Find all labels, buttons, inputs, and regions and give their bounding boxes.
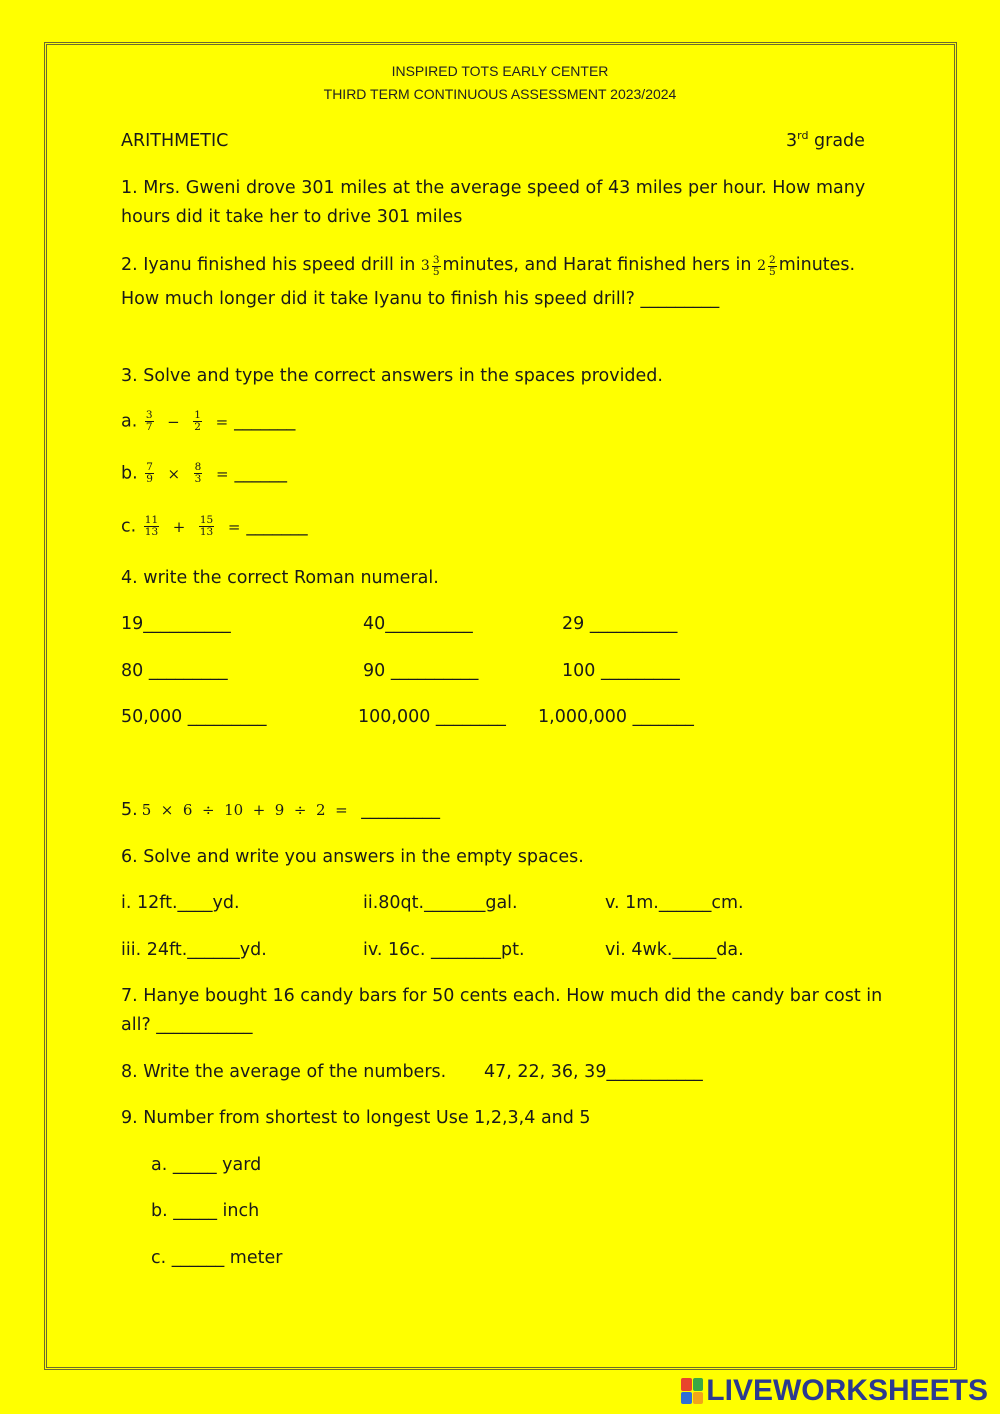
question-5: 5. 5 × 6 ÷ 10 + 9 ÷ 2 = _________	[121, 800, 440, 820]
roman-item[interactable]: 40__________	[363, 614, 473, 634]
conversion-item[interactable]: vi. 4wk._____da.	[605, 940, 744, 960]
conversion-item[interactable]: iv. 16c. ________pt.	[363, 940, 525, 960]
grade-label: 3rd grade	[786, 129, 865, 151]
answer-blank[interactable]: ______	[234, 463, 288, 484]
question-2-line-1: 2. Iyanu finished his speed drill in 3 $\frac{3}{5}$ minutes, and Harat finished hers in 2 $\frac{2}{5}$ minutes.	[121, 253, 856, 278]
roman-item[interactable]: 1,000,000 _______	[538, 707, 694, 727]
conversion-item[interactable]: iii. 24ft.______yd.	[121, 940, 267, 960]
question-3-title: 3. Solve and type the correct answers in the spaces provided.	[121, 366, 663, 386]
conversion-item[interactable]: v. 1m.______cm.	[605, 893, 744, 913]
question-1-line-2: hours did it take her to drive 301 miles	[121, 207, 463, 227]
answer-blank[interactable]: _________	[361, 800, 440, 820]
question-9-title: 9. Number from shortest to longest Use 1,2,3,4 and 5	[121, 1108, 591, 1128]
liveworksheets-watermark[interactable]	[681, 1374, 988, 1408]
question-7-line-1: 7. Hanye bought 16 candy bars for 50 cents each. How much did the candy bar cost in	[121, 986, 883, 1006]
question-3a: a. $\frac{3}{7}$ − $\frac{1}{2}$ = _______	[121, 409, 296, 433]
answer-blank[interactable]: _______	[246, 516, 308, 537]
roman-item[interactable]: 100 _________	[562, 661, 680, 681]
roman-item[interactable]: 100,000 ________	[358, 707, 506, 727]
school-name: INSPIRED TOTS EARLY CENTER	[391, 63, 609, 79]
assessment-title: THIRD TERM CONTINUOUS ASSESSMENT 2023/2024	[323, 86, 677, 102]
question-2-line-2: How much longer did it take Iyanu to finish his speed drill? _________	[121, 289, 720, 309]
length-item[interactable]: c. ______ meter	[151, 1248, 283, 1268]
question-8-text: 8. Write the average of the numbers.	[121, 1062, 447, 1082]
mixed-number-2: 2 $\frac{2}{5}$	[757, 253, 776, 278]
question-7-line-2[interactable]: all? ___________	[121, 1015, 253, 1035]
conversion-item[interactable]: i. 12ft.____yd.	[121, 893, 240, 913]
length-item[interactable]: a. _____ yard	[151, 1155, 262, 1175]
question-8-numbers[interactable]: 47, 22, 36, 39___________	[484, 1062, 703, 1082]
conversion-item[interactable]: ii.80qt._______gal.	[363, 893, 518, 913]
question-3c: c. $\frac{11}{13}$ + $\frac{15}{13}$ = _______	[121, 514, 308, 538]
roman-item[interactable]: 50,000 _________	[121, 707, 267, 727]
roman-item[interactable]: 80 _________	[121, 661, 228, 681]
question-3b: b. $\frac{7}{9}$ × $\frac{8}{3}$ = ______	[121, 461, 288, 485]
question-4-title: 4. write the correct Roman numeral.	[121, 568, 439, 588]
roman-item[interactable]: 90 __________	[363, 661, 479, 681]
watermark-text: LIVEWORKSHEETS	[706, 1374, 988, 1407]
length-item[interactable]: b. _____ inch	[151, 1201, 260, 1221]
question-6-title: 6. Solve and write you answers in the empty spaces.	[121, 847, 584, 867]
subject-label: ARITHMETIC	[121, 131, 229, 151]
question-1-line-1: 1. Mrs. Gweni drove 301 miles at the average speed of 43 miles per hour. How many	[121, 178, 866, 198]
liveworksheets-logo-icon	[681, 1378, 703, 1404]
mixed-number-1: 3 $\frac{3}{5}$	[420, 253, 440, 278]
roman-item[interactable]: 19__________	[121, 614, 231, 634]
roman-item[interactable]: 29 __________	[562, 614, 678, 634]
answer-blank[interactable]: _______	[234, 411, 296, 432]
